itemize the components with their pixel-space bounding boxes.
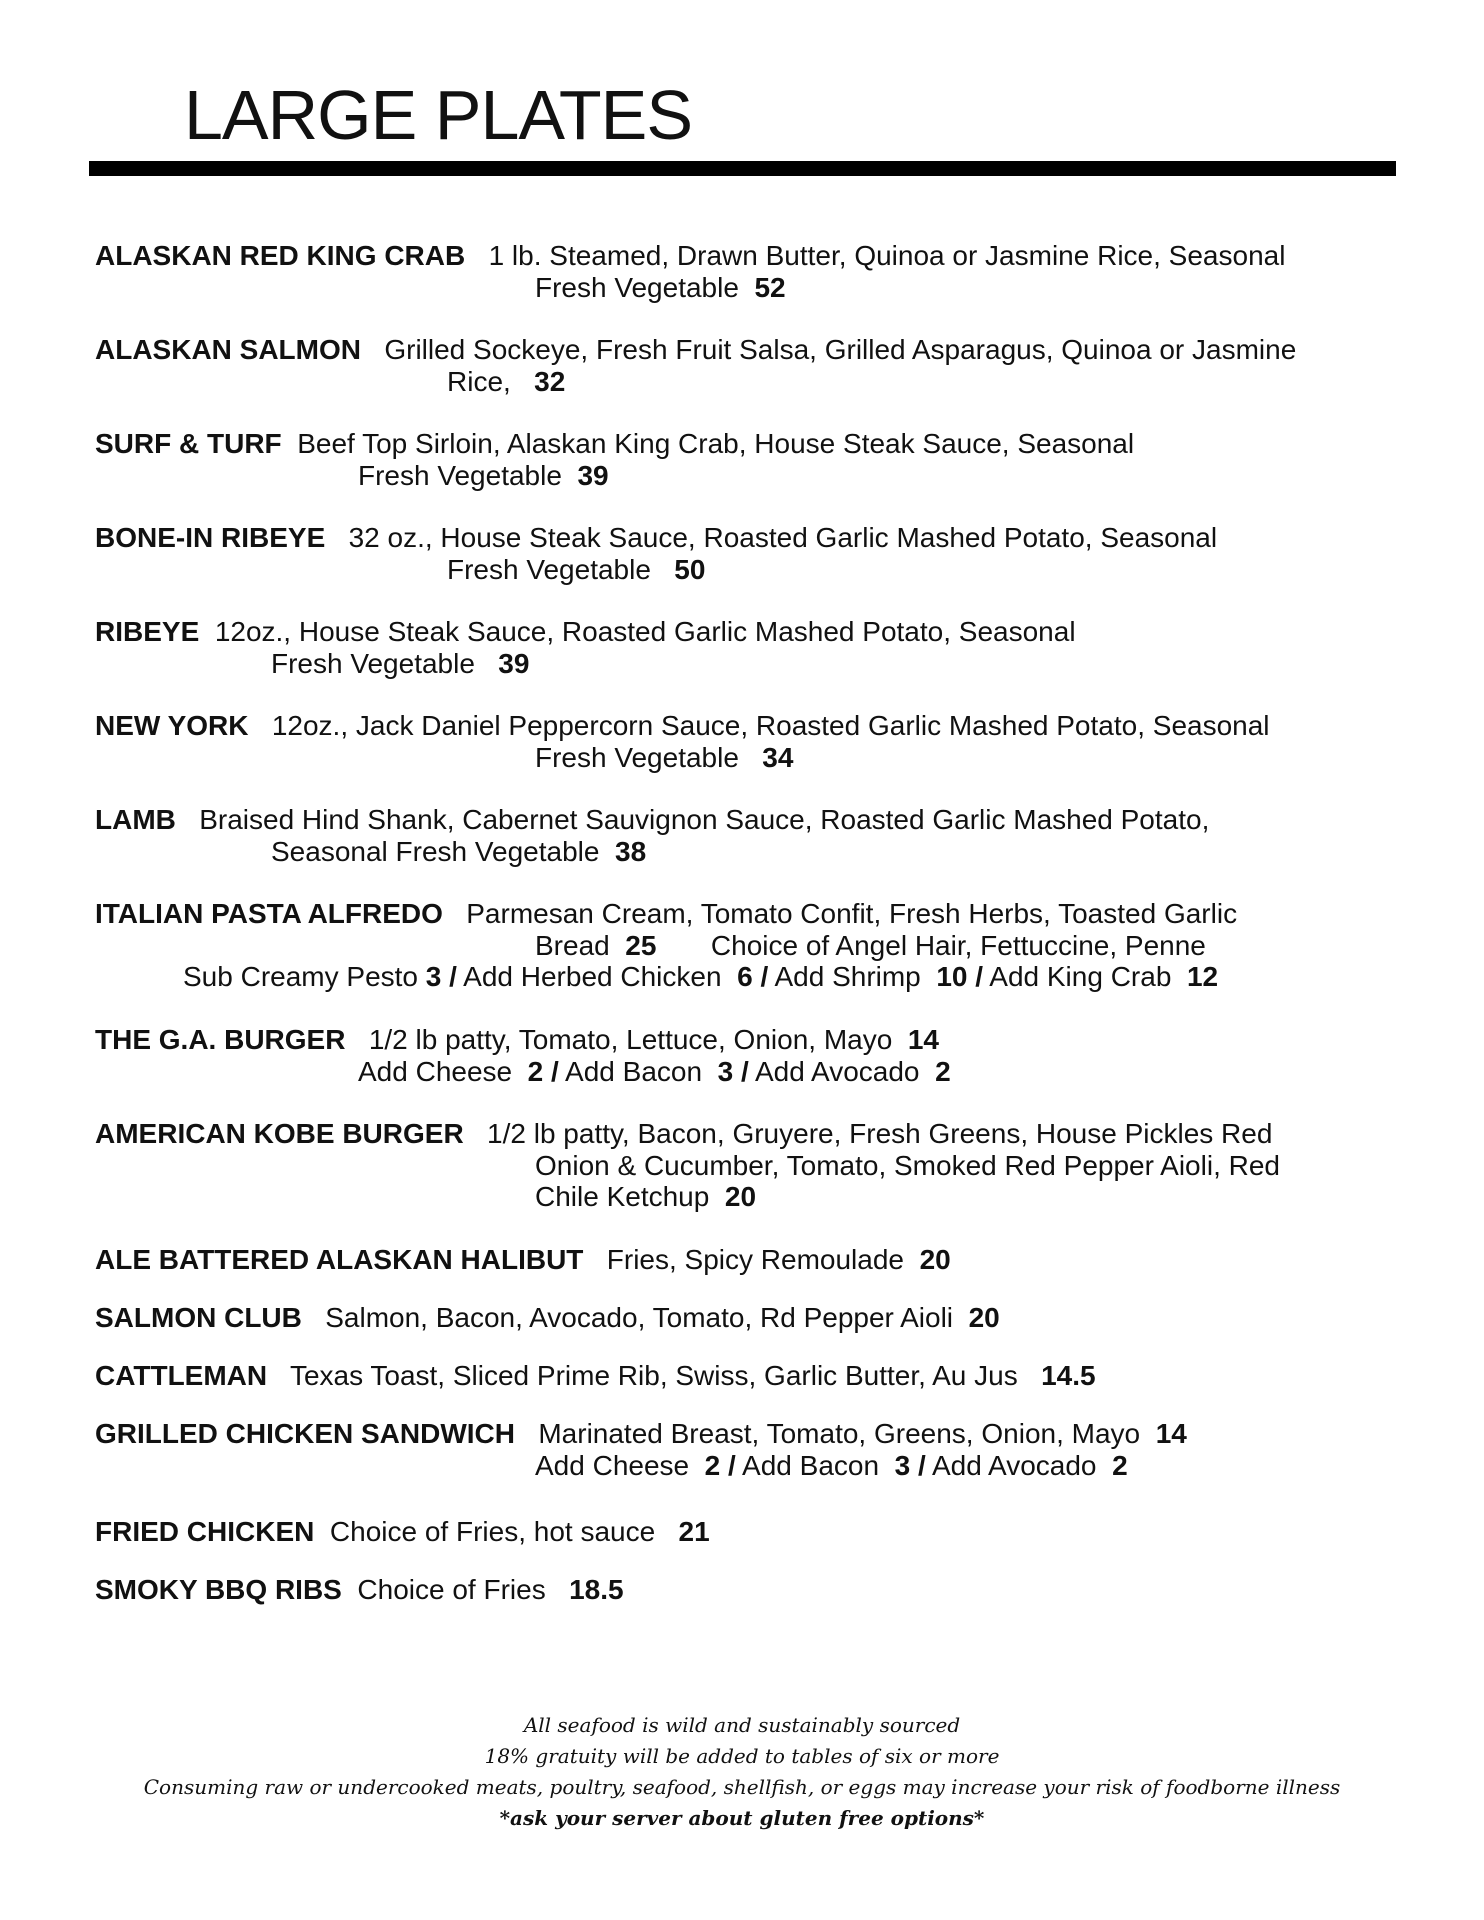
item-description: 12oz., Jack Daniel Peppercorn Sauce, Roasted Garlic Mashed Potato, Seasonal <box>271 710 1270 741</box>
addon-price: 10 <box>936 961 968 992</box>
item-name: ALASKAN RED KING CRAB <box>95 240 466 271</box>
item-description: Choice of Fries, hot sauce <box>329 1516 656 1547</box>
item-name: NEW YORK <box>95 710 249 741</box>
addon-price: 12 <box>1186 961 1219 992</box>
menu-item-bone-in-ribeye <box>95 522 1217 585</box>
menu-footer <box>0 1710 1484 1834</box>
item-name: SALMON CLUB <box>95 1302 302 1333</box>
menu-item-grilled-chicken-sandwich: GRILLED CHICKEN SANDWICH Marinated Breast, Tomato, Greens, Onion, Mayo 14 Add Cheese 2 / Add Bacon 3 / Add Avocado 2 <box>95 1418 1187 1481</box>
item-price: 18.5 <box>569 1574 624 1605</box>
menu-item-american-kobe-burger <box>95 1118 1280 1213</box>
item-price: 52 <box>754 271 786 303</box>
addon-label: Add Bacon <box>565 1055 703 1087</box>
item-price: 38 <box>615 835 647 867</box>
item-price: 20 <box>919 1244 951 1275</box>
addon-label: Add Avocado <box>754 1055 920 1087</box>
addon-price: 3 <box>717 1055 734 1087</box>
menu-item-alaskan-salmon <box>95 334 1296 397</box>
item-description: Fries, Spicy Remoulade <box>606 1244 904 1275</box>
addon-label: Add Avocado <box>931 1449 1097 1481</box>
menu-item-salmon-club <box>95 1302 1000 1334</box>
item-description: Salmon, Bacon, Avocado, Tomato, Rd Pepper Aioli <box>325 1302 954 1333</box>
item-description: Bread <box>535 929 610 961</box>
item-price: 25 <box>625 929 657 961</box>
addon-price: 3 <box>425 961 442 992</box>
item-name: THE G.A. BURGER <box>95 1024 346 1055</box>
addon-label: Add Cheese <box>535 1449 690 1481</box>
item-price: 50 <box>674 553 706 585</box>
item-description: Onion & Cucumber, Tomato, Smoked Red Pepper Aioli, Red <box>535 1149 1280 1181</box>
addon-label: Add Shrimp <box>774 961 921 992</box>
item-description: 12oz., House Steak Sauce, Roasted Garlic Mashed Potato, Seasonal <box>214 616 1076 647</box>
addon-label: Sub Creamy Pesto <box>183 961 418 992</box>
addon-price: 6 <box>737 961 753 992</box>
addon-label: Add King Crab <box>989 961 1172 992</box>
item-price: 39 <box>498 647 530 679</box>
item-description: Rice, <box>447 365 511 397</box>
addon-price: 2 <box>704 1449 721 1481</box>
item-name: GRILLED CHICKEN SANDWICH <box>95 1418 515 1449</box>
item-name: SURF & TURF <box>95 428 282 459</box>
menu-item-fried-chicken <box>95 1516 710 1548</box>
item-price: 34 <box>762 741 794 773</box>
item-description: Fresh Vegetable <box>535 271 739 303</box>
item-price: 32 <box>534 365 566 397</box>
item-description: 1 lb. Steamed, Drawn Butter, Quinoa or Jasmine Rice, Seasonal <box>488 240 1286 271</box>
item-price: 39 <box>577 459 609 491</box>
item-description: Fresh Vegetable <box>535 741 739 773</box>
item-description: 32 oz., House Steak Sauce, Roasted Garlic Mashed Potato, Seasonal <box>348 522 1218 553</box>
item-name: RIBEYE <box>95 616 200 647</box>
addon-price: 2 <box>1112 1449 1128 1481</box>
item-description: Chile Ketchup <box>535 1181 710 1212</box>
item-description: Braised Hind Shank, Cabernet Sauvignon Sauce, Roasted Garlic Mashed Potato, <box>199 804 1210 835</box>
item-name: ITALIAN PASTA ALFREDO <box>95 898 443 929</box>
footer-health-warning: Consuming raw or undercooked meats, poultry, seafood, shellfish, or eggs may increase your risk of foodborne illness <box>143 1775 1341 1799</box>
addon-price: 2 <box>527 1055 544 1087</box>
item-price: 20 <box>724 1181 757 1212</box>
addon-label: Add Herbed Chicken <box>463 961 722 992</box>
item-description: Choice of Fries <box>357 1574 546 1605</box>
item-description: Seasonal Fresh Vegetable <box>271 835 600 867</box>
menu-item-ga-burger: THE G.A. BURGER 1/2 lb patty, Tomato, Lettuce, Onion, Mayo 14 Add Cheese 2 / Add Bacon 3 / Add Avocado 2 <box>95 1024 951 1087</box>
menu-item-ale-battered-halibut <box>95 1244 951 1276</box>
item-name: AMERICAN KOBE BURGER <box>95 1118 464 1149</box>
menu-item-ribeye <box>95 616 1076 679</box>
addon-price: 2 <box>935 1055 951 1087</box>
item-name: LAMB <box>95 804 176 835</box>
footer-gluten-free-note: *ask your server about gluten free options* <box>499 1806 985 1830</box>
menu-item-cattleman <box>95 1360 1096 1392</box>
menu-item-lamb <box>95 804 1209 867</box>
item-pasta-choice: Choice of Angel Hair, Fettuccine, Penne <box>710 929 1206 961</box>
menu-item-new-york <box>95 710 1270 773</box>
menu-item-alaskan-red-king-crab <box>95 240 1285 303</box>
item-description: Fresh Vegetable <box>271 647 475 679</box>
item-description: Parmesan Cream, Tomato Confit, Fresh Herbs, Toasted Garlic <box>466 898 1238 929</box>
item-description: Grilled Sockeye, Fresh Fruit Salsa, Grilled Asparagus, Quinoa or Jasmine <box>384 334 1297 365</box>
menu-item-surf-and-turf <box>95 428 1134 491</box>
item-description: Texas Toast, Sliced Prime Rib, Swiss, Garlic Butter, Au Jus <box>289 1360 1018 1391</box>
item-name: CATTLEMAN <box>95 1360 268 1391</box>
item-description: Beef Top Sirloin, Alaskan King Crab, House Steak Sauce, Seasonal <box>297 428 1135 459</box>
title-divider <box>89 161 1396 176</box>
footer-seafood-note: All seafood is wild and sustainably sourced <box>523 1713 961 1737</box>
item-name: FRIED CHICKEN <box>95 1516 315 1547</box>
page-title: LARGE PLATES <box>184 76 693 154</box>
item-price: 14.5 <box>1041 1360 1096 1391</box>
footer-gratuity-note: 18% gratuity will be added to tables of six or more <box>484 1744 1000 1768</box>
item-description: Marinated Breast, Tomato, Greens, Onion, Mayo <box>538 1418 1141 1449</box>
item-price: 14 <box>907 1024 940 1055</box>
item-price: 20 <box>968 1302 1000 1333</box>
item-name: BONE-IN RIBEYE <box>95 522 326 553</box>
menu-item-italian-pasta-alfredo: ITALIAN PASTA ALFREDO Parmesan Cream, Tomato Confit, Fresh Herbs, Toasted Garlic Bread 25 Choice of Angel Hair, Fettuccine, Penne Sub Creamy Pesto 3 / Add Herbed Chicken 6 / Add Shrimp 10 / Add King Crab 12 <box>95 898 1238 992</box>
addon-label: Add Cheese <box>358 1055 513 1087</box>
menu-item-smoky-bbq-ribs <box>95 1574 624 1606</box>
item-price: 14 <box>1155 1418 1187 1449</box>
item-description: 1/2 lb patty, Bacon, Gruyere, Fresh Greens, House Pickles Red <box>487 1118 1273 1149</box>
item-name: ALASKAN SALMON <box>95 334 361 365</box>
addon-label: Add Bacon <box>742 1449 880 1481</box>
item-description: Fresh Vegetable <box>447 553 651 585</box>
item-name: ALE BATTERED ALASKAN HALIBUT <box>95 1244 584 1275</box>
item-description: 1/2 lb patty, Tomato, Lettuce, Onion, Mayo <box>368 1024 893 1055</box>
item-price: 21 <box>678 1516 710 1547</box>
item-description: Fresh Vegetable <box>358 459 562 491</box>
addon-price: 3 <box>894 1449 911 1481</box>
item-name: SMOKY BBQ RIBS <box>95 1574 342 1605</box>
